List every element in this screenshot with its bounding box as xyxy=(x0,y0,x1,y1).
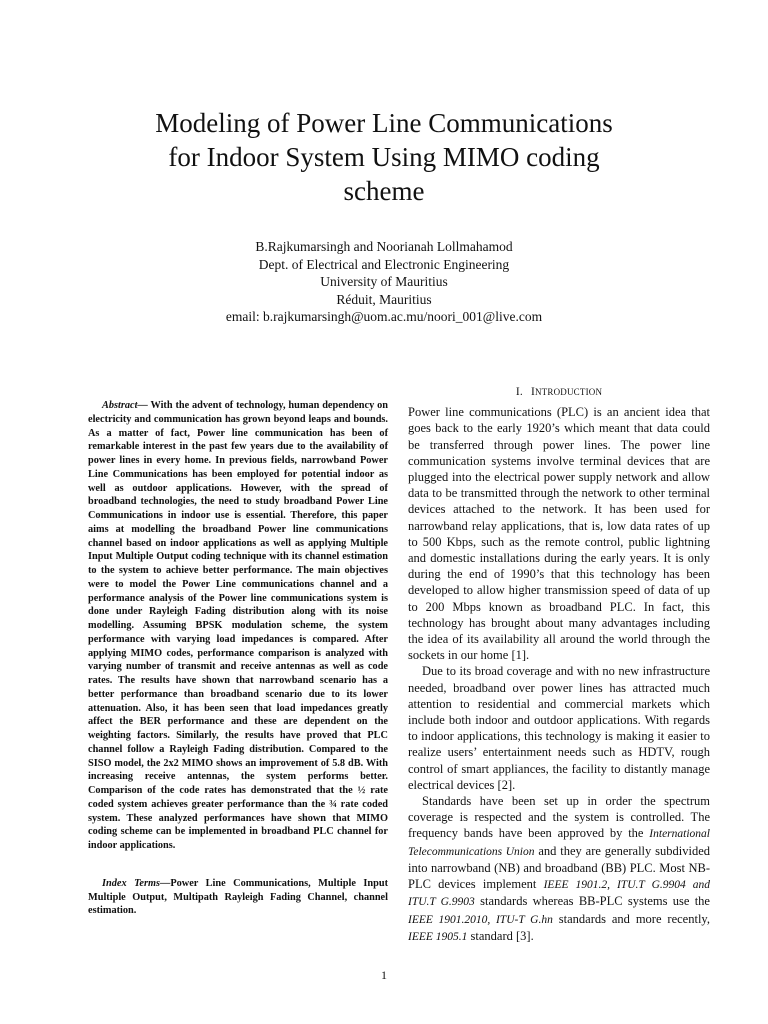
title-line: Modeling of Power Line Communications xyxy=(155,108,613,138)
left-column xyxy=(88,399,388,918)
author-names: B.Rajkumarsingh and Noorianah Lollmahamod xyxy=(255,239,513,254)
title-line: scheme xyxy=(343,176,425,206)
intro-paragraph-3 xyxy=(408,793,710,945)
page-number: 1 xyxy=(381,968,387,982)
author-block xyxy=(84,238,684,326)
index-terms-text: —Power Line Communications, Multiple Input Multiple Output, Multipath Rayleigh Fading Channel, channel estimation. xyxy=(88,877,388,917)
index-terms xyxy=(88,877,388,918)
index-terms-label: Index Terms xyxy=(102,877,161,889)
abstract-text: With the advent of technology, human dependency on electricity and communication has grown beyond leaps and bounds. As a matter of fact, Power line communication has been of remarkable interest in the past few years due to the availability of power lines in every home. In previous fields, narrowband Power Line Communications has been employed for potential indoor as well as outdoor applications. However, with the spread of broadband technologies, the need to study broadband Power Line Communications in indoor use is essential. Therefore, this paper aims at modelling the broadband Power line communications channel based on indoor applications as well as applying Multiple Input Multiple Output coding technique with its channel estimation to the system to achieve better performance. The main objectives were to model the Power Line communications channel and a performance analysis of the Power line communications system is done under Rayleigh Fading distribution along with its noise modelling. Assuming BPSK modulation scheme, the system performance with varying load impedances is compared. After applying MIMO codes, performance comparison is analyzed with varying number of transmit and receive antennas as well as code rates. The results have shown that narrowband scenario has a better performance than broadband scenario due to its lower attenuation. Also, it has been seen that load impedances greatly affect the BER performance and these are dependent on the weighting factors. Similarly, the results have proved that PLC channel follow a Rayleigh Fading distribution. Compared to the SISO model, the 2x2 MIMO shows an improvement of 5.8 dB. With increasing receive antennas, the system performs better. Comparison of the code rates has demonstrated that the ½ rate coded system achieves greater performance than the ¾ rate coded system. These analyzed performances have shown that MIMO coding scheme can be implemented in broadband PLC channel for indoor applications. xyxy=(88,400,388,851)
section-initial: I xyxy=(530,386,535,398)
author-location: Réduit, Mauritius xyxy=(336,291,432,307)
abstract-label: Abstract— xyxy=(102,400,148,411)
section-number: I. xyxy=(515,386,523,398)
author-university: University of Mauritius xyxy=(320,274,448,289)
intro-paragraph-1: Power line communications (PLC) is an ancient idea that goes back to the early 1920’s which meant that data could be transferred through power lines. The power line communication systems involve terminal devices that are plugged into the electrical power supply network and allow data to be transmitted through the network to other terminal devices attached to the network. It has been used for narrowband relay applications, that is, low data rates of up to 500 Kbps, such as the remote control, public lightning and domestic installations during the early years. It is only during the end of 1990’s that this technology has been developed to allow higher transmission speed of data of up to 200 Mbps known as broadband PLC. In fact, this technology has brought about many advantages including the idea of its availability all around the world through the sockets in our home [1]. xyxy=(408,405,710,663)
p3-text: standards whereas BB-PLC systems use the xyxy=(474,894,710,909)
paper-title xyxy=(120,106,648,208)
itu-name: International Telecommunications Union xyxy=(408,828,710,858)
bb-standards: IEEE 1901.2010, ITU-T G.hn xyxy=(408,913,553,926)
p3-text: Standards have been set up in order the spectrum coverage is respected and the system is controlled. The frequency bands have been approved by the xyxy=(408,794,710,841)
nb-standards: IEEE 1901.2, ITU.T G.9904 and ITU.T G.9903 xyxy=(408,879,710,909)
p3-text: standard [3]. xyxy=(467,928,534,943)
section-title-rest: NTRODUCTION xyxy=(534,387,603,397)
author-department: Dept. of Electrical and Electronic Engineering xyxy=(258,256,510,272)
p3-text: standards and more recently, xyxy=(552,911,710,926)
title-line: for Indoor System Using MIMO coding xyxy=(168,142,600,172)
author-email: email: b.rajkumarsingh@uom.ac.mu/noori_001@live.com xyxy=(225,309,543,324)
recent-standard: IEEE 1905.1 xyxy=(408,930,468,943)
p3-text: and they are generally subdivided into narrowband (NB) and broadband (BB) PLC. Most NB-PLC devices implement xyxy=(408,843,710,892)
intro-paragraph-2: Due to its broad coverage and with no new infrastructure needed, broadband over power lines has attracted much attention to residential and commercial markets which include both indoor and outdoor applications. With regards to indoor applications, this technology is making it easier to realize users’ entertainment needs such as HDTV, rough control of smart appliances, the facility to distantly manage electrical devices [2]. xyxy=(408,664,710,792)
abstract xyxy=(88,399,388,853)
section-heading xyxy=(408,384,710,400)
right-column xyxy=(408,384,710,945)
